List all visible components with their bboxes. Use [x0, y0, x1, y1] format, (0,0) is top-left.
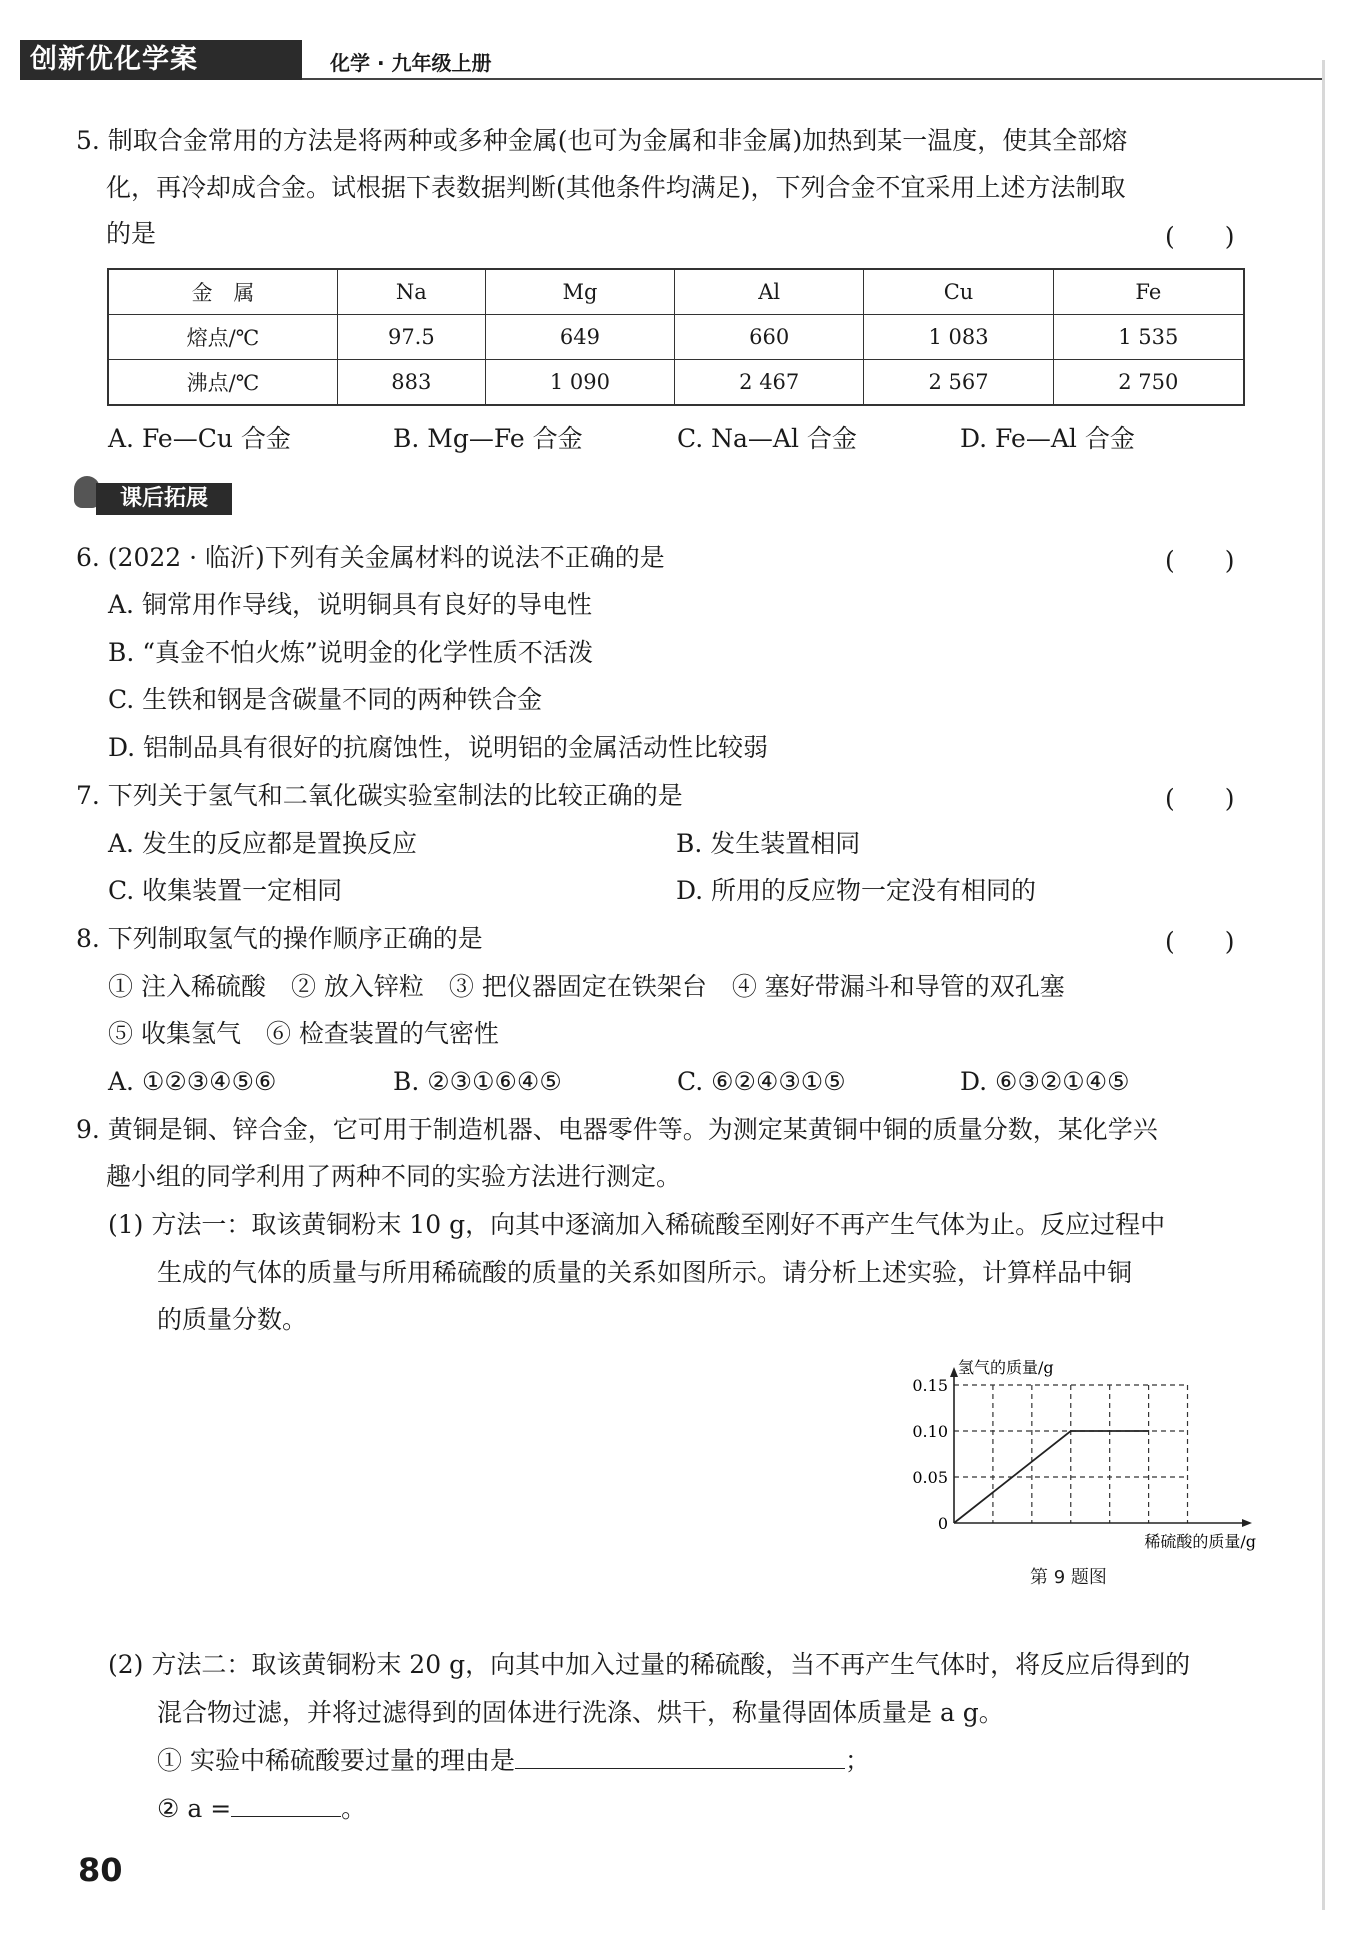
q6-option-d: D. 铝制品具有很好的抗腐蚀性，说明铝的金属活动性比较弱	[108, 733, 769, 762]
q5-option-d: D. Fe—Al 合金	[960, 424, 1135, 453]
chart-grid	[954, 1385, 1188, 1523]
table-row	[108, 360, 1244, 406]
q8-answer-paren: ( )	[1165, 927, 1235, 956]
q9-sub-1-text: ① 实验中稀硫酸要过量的理由是	[157, 1746, 515, 1775]
table-cell: 97.5	[337, 315, 485, 360]
q9-part1-line-1: (1) 方法一：取该黄铜粉末 10 g，向其中逐滴加入稀硫酸至刚好不再产生气体为止。反应过程中	[108, 1210, 1166, 1239]
hydrogen-mass-chart	[890, 1345, 1260, 1555]
page-number: 80	[78, 1851, 123, 1889]
q9-part1-line-2: 生成的气体的质量与所用稀硫酸的质量的关系如图所示。请分析上述实验，计算样品中铜	[157, 1258, 1133, 1287]
q7-answer-paren: ( )	[1165, 784, 1235, 813]
q8-steps-line-2: ⑤ 收集氢气 ⑥ 检查装置的气密性	[108, 1019, 499, 1048]
header-subtitle: 化学 · 九年级上册	[330, 51, 492, 75]
q6-option-a: A. 铜常用作导线，说明铜具有良好的导电性	[108, 590, 592, 619]
table-cell: Mg	[485, 269, 674, 315]
q6-option-c: C. 生铁和钢是含碳量不同的两种铁合金	[108, 685, 543, 714]
header-rule	[302, 78, 1322, 80]
answer-blank-1[interactable]	[515, 1744, 845, 1769]
q7-option-d: D. 所用的反应物一定没有相同的	[676, 876, 1037, 905]
q9-sub-1-end: ；	[844, 1746, 870, 1775]
q5-line-3: 的是	[106, 219, 157, 248]
y-axis-arrow	[950, 1367, 958, 1377]
q6-answer-paren: ( )	[1165, 546, 1235, 575]
q5-option-a: A. Fe—Cu 合金	[108, 424, 291, 453]
q8-option-d: D. ⑥③②①④⑤	[960, 1067, 1130, 1096]
x-axis-label: 稀硫酸的质量/g	[1144, 1532, 1256, 1551]
y-tick-label: 0.15	[912, 1376, 948, 1395]
q9-line-2: 趣小组的同学利用了两种不同的实验方法进行测定。	[106, 1162, 682, 1191]
q6-stem: 6. (2022 · 临沂)下列有关金属材料的说法不正确的是	[76, 543, 665, 572]
q9-part1-line-3: 的质量分数。	[157, 1305, 308, 1334]
table-cell: 沸点/℃	[108, 360, 337, 406]
q9-sub-2-text: ② a =	[157, 1794, 232, 1823]
q8-steps-line-1: ① 注入稀硫酸 ② 放入锌粒 ③ 把仪器固定在铁架台 ④ 塞好带漏斗和导管的双孔塞	[108, 972, 1065, 1001]
table-cell: Fe	[1053, 269, 1244, 315]
table-cell: 1 090	[485, 360, 674, 406]
q9-sub-1	[157, 1744, 870, 1778]
table-cell: Al	[675, 269, 864, 315]
table-cell: 1 535	[1053, 315, 1244, 360]
y-tick-labels	[912, 1376, 948, 1533]
q5-line-2: 化，再冷却成合金。试根据下表数据判断(其他条件均满足)，下列合金不宜采用上述方法制取	[106, 173, 1126, 202]
q9-line-1: 9. 黄铜是铜、锌合金，它可用于制造机器、电器零件等。为测定某黄铜中铜的质量分数，某化学兴	[76, 1115, 1158, 1144]
y-tick-label: 0	[937, 1514, 948, 1533]
table-cell: 2 750	[1053, 360, 1244, 406]
table-cell: 883	[337, 360, 485, 406]
answer-blank-2[interactable]	[231, 1792, 341, 1817]
q8-option-c: C. ⑥②④③①⑤	[677, 1067, 846, 1096]
q9-sub-2-end: 。	[341, 1794, 367, 1823]
q7-stem: 7. 下列关于氢气和二氧化碳实验室制法的比较正确的是	[76, 781, 683, 810]
y-axis-label: 氢气的质量/g	[958, 1358, 1054, 1377]
table-cell: Cu	[864, 269, 1053, 315]
q5-option-c: C. Na—Al 合金	[677, 424, 857, 453]
header-brand: 创新优化学案	[30, 44, 198, 75]
q7-option-b: B. 发生装置相同	[676, 829, 861, 858]
q9-part2-line-1: (2) 方法二：取该黄铜粉末 20 g，向其中加入过量的稀硫酸，当不再产生气体时，将反应后得到的	[108, 1650, 1191, 1679]
q5-answer-paren: ( )	[1165, 222, 1235, 251]
q8-option-a: A. ①②③④⑤⑥	[108, 1067, 277, 1096]
table-cell: 2 467	[675, 360, 864, 406]
y-tick-label: 0.10	[912, 1422, 948, 1441]
q9-part2-line-2: 混合物过滤，并将过滤得到的固体进行洗涤、烘干，称量得固体质量是 a g。	[157, 1698, 1004, 1727]
q6-option-b: B. “真金不怕火炼”说明金的化学性质不活泼	[108, 638, 593, 667]
table-cell: 649	[485, 315, 674, 360]
section-title: 课后拓展	[96, 483, 232, 515]
figure-caption: 第 9 题图	[1030, 1567, 1107, 1588]
table-cell: 金 属	[108, 269, 337, 315]
q5-line-1: 5. 制取合金常用的方法是将两种或多种金属(也可为金属和非金属)加热到某一温度，使其全部熔	[76, 126, 1128, 155]
q8-option-b: B. ②③①⑥④⑤	[393, 1067, 562, 1096]
q7-option-a: A. 发生的反应都是置换反应	[108, 829, 417, 858]
q9-sub-2	[157, 1792, 366, 1826]
x-axis-arrow	[1242, 1519, 1252, 1527]
y-tick-label: 0.05	[912, 1468, 948, 1487]
q5-option-b: B. Mg—Fe 合金	[393, 424, 583, 453]
q7-option-c: C. 收集装置一定相同	[108, 876, 343, 905]
table-cell: 1 083	[864, 315, 1053, 360]
table-header-row	[108, 269, 1244, 315]
table-cell: 2 567	[864, 360, 1053, 406]
page-edge-shadow	[1322, 60, 1325, 1910]
q8-stem: 8. 下列制取氢气的操作顺序正确的是	[76, 924, 483, 953]
melting-boiling-table	[107, 268, 1245, 406]
table-cell: Na	[337, 269, 485, 315]
table-cell: 660	[675, 315, 864, 360]
table-cell: 熔点/℃	[108, 315, 337, 360]
table-row	[108, 315, 1244, 360]
